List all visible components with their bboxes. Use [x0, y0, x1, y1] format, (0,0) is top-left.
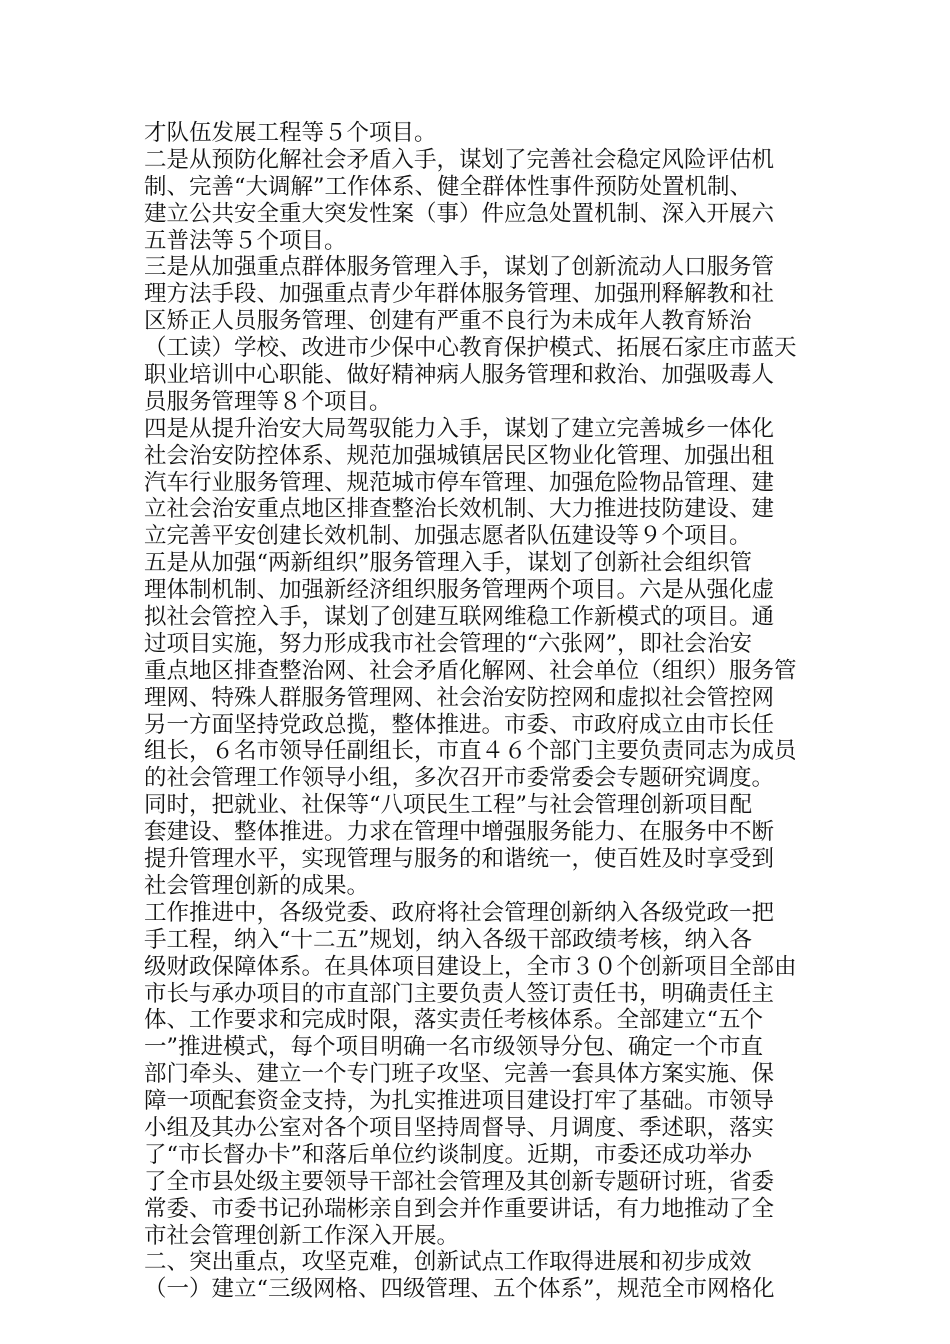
- text-line: 职业培训中心职能、做好精神病人服务管理和救治、加强吸毒人: [144, 362, 775, 389]
- text-line: 立完善平安创建长效机制、加强志愿者队伍建设等９个项目。: [144, 523, 752, 550]
- document-body: [144, 120, 814, 1303]
- text-line: 市社会管理创新工作深入开展。: [144, 1222, 460, 1249]
- text-line: 一”推进模式，每个项目明确一名市级领导分包、确定一个市直: [144, 1034, 764, 1061]
- text-line: 提升管理水平，实现管理与服务的和谐统一，使百姓及时享受到: [144, 846, 775, 873]
- text-line: 五是从加强“两新组织”服务管理入手，谋划了创新社会组织管: [144, 550, 753, 577]
- text-line: 重点地区排查整治网、社会矛盾化解网、社会单位（组织）服务管: [144, 657, 797, 684]
- text-line: 常委、市委书记孙瑞彬亲自到会并作重要讲话，有力地推动了全: [144, 1195, 775, 1222]
- text-line: 立社会治安重点地区排查整治长效机制、大力推进技防建设、建: [144, 496, 775, 523]
- text-line: 组长，６名市领导任副组长，市直４６个部门主要负责同志为成员: [144, 738, 797, 765]
- text-line: 的社会管理工作领导小组，多次召开市委常委会专题研究调度。: [144, 765, 775, 792]
- text-line: 社会管理创新的成果。: [144, 872, 370, 899]
- text-line: （一）建立“三级网格、四级管理、五个体系”，规范全市网格化: [144, 1276, 775, 1303]
- text-line: 套建设、整体推进。力求在管理中增强服务能力、在服务中不断: [144, 819, 775, 846]
- text-line: 障一项配套资金支持，为扎实推进项目建设打牢了基础。市领导: [144, 1088, 775, 1115]
- text-line: 级财政保障体系。在具体项目建设上，全市３０个创新项目全部由: [144, 953, 797, 980]
- text-line: 手工程，纳入“十二五”规划，纳入各级干部政绩考核，纳入各: [144, 926, 753, 953]
- text-line: 四是从提升治安大局驾驭能力入手，谋划了建立完善城乡一体化: [144, 415, 775, 442]
- text-line: 理方法手段、加强重点青少年群体服务管理、加强刑释解教和社: [144, 281, 775, 308]
- text-line: 理体制机制、加强新经济组织服务管理两个项目。六是从强化虚: [144, 577, 775, 604]
- text-line: 五普法等５个项目。: [144, 227, 347, 254]
- text-line: 区矫正人员服务管理、创建有严重不良行为未成年人教育矫治: [144, 308, 752, 335]
- text-line: 体、工作要求和完成时限，落实责任考核体系。全部建立“五个: [144, 1007, 764, 1034]
- text-line: 了“市长督办卡”和落后单位约谈制度。近期，市委还成功举办: [144, 1141, 753, 1168]
- text-line: 才队伍发展工程等５个项目。: [144, 120, 437, 146]
- text-line: 另一方面坚持党政总揽，整体推进。市委、市政府成立由市长任: [144, 711, 775, 738]
- text-line: 社会治安防控体系、规范加强城镇居民区物业化管理、加强出租: [144, 442, 775, 469]
- text-line: 建立公共安全重大突发性案（事）件应急处置机制、深入开展六: [144, 200, 775, 227]
- text-line: 汽车行业服务管理、规范城市停车管理、加强危险物品管理、建: [144, 469, 775, 496]
- text-line: 同时，把就业、社保等“八项民生工程”与社会管理创新项目配: [144, 792, 753, 819]
- text-line: 二、突出重点，攻坚克难，创新试点工作取得进展和初步成效: [144, 1249, 752, 1276]
- text-line: 理网、特殊人群服务管理网、社会治安防控网和虚拟社会管控网: [144, 684, 775, 711]
- text-line: 二是从预防化解社会矛盾入手，谋划了完善社会稳定风险评估机: [144, 146, 775, 173]
- text-line: 制、完善“大调解”工作体系、健全群体性事件预防处置机制、: [144, 173, 753, 200]
- text-line: 工作推进中，各级党委、政府将社会管理创新纳入各级党政一把: [144, 899, 775, 926]
- text-line: 过项目实施，努力形成我市社会管理的“六张网”，即社会治安: [144, 630, 753, 657]
- text-line: （工读）学校、改进市少保中心教育保护模式、拓展石家庄市蓝天: [144, 335, 797, 362]
- text-line: 了全市县处级主要领导干部社会管理及其创新专题研讨班，省委: [144, 1168, 775, 1195]
- text-line: 部门牵头、建立一个专门班子攻坚、完善一套具体方案实施、保: [144, 1061, 775, 1088]
- text-line: 市长与承办项目的市直部门主要负责人签订责任书，明确责任主: [144, 980, 775, 1007]
- text-line: 员服务管理等８个项目。: [144, 388, 392, 415]
- text-line: 小组及其办公室对各个项目坚持周督导、月调度、季述职，落实: [144, 1114, 775, 1141]
- text-line: 三是从加强重点群体服务管理入手，谋划了创新流动人口服务管: [144, 254, 775, 281]
- text-line: 拟社会管控入手，谋划了创建互联网维稳工作新模式的项目。通: [144, 604, 775, 631]
